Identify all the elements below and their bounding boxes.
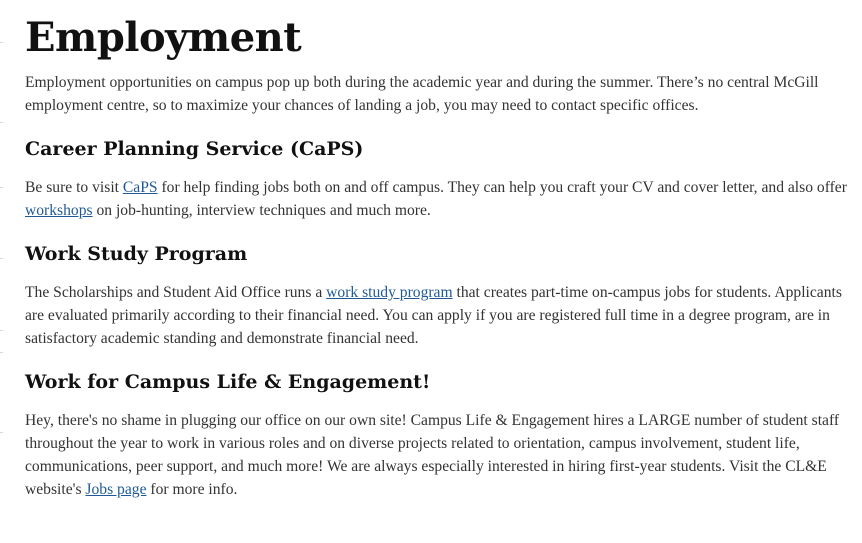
caps-text-2: for help finding jobs both on and off campus. They can help you craft your CV and cover letter, and also offer xyxy=(157,179,847,196)
page-title: Employment xyxy=(25,14,302,61)
cle-heading: Work for Campus Life & Engagement! xyxy=(25,371,431,393)
work-study-heading: Work Study Program xyxy=(25,243,248,265)
section-cle xyxy=(25,369,855,501)
work-study-paragraph xyxy=(25,281,855,350)
work-study-text-1: The Scholarships and Student Aid Office runs a xyxy=(25,284,327,301)
main-content xyxy=(25,0,855,501)
cle-text-2: for more info. xyxy=(146,481,238,498)
caps-text-3: on job-hunting, interview techniques and much more. xyxy=(92,202,431,219)
section-caps xyxy=(25,136,855,222)
cle-text-1: Hey, there's no shame in plugging our office on our own site! Campus Life & Engagement hires a LARGE number of student staff throughout the year to work in various roles and on diverse projects related to orientation, campus involvement, student life, communications, peer support, and much more! We are always especially interested in hiring first-year students. Visit the CL&E website's xyxy=(25,412,840,498)
left-edge-marks xyxy=(0,0,4,543)
cle-paragraph xyxy=(25,409,855,501)
caps-paragraph xyxy=(25,176,855,222)
caps-link[interactable]: CaPS xyxy=(122,179,158,196)
jobs-page-link[interactable]: Jobs page xyxy=(85,481,147,498)
intro-paragraph: Employment opportunities on campus pop up both during the academic year and during the summer. There’s no central McGill employment centre, so to maximize your chances of landing a job, you may need to contact specific offices. xyxy=(25,74,819,114)
work-study-text-2: that creates part-time on-campus jobs for students. Applicants are evaluated primarily according to their financial need. You can apply if you are registered full time in a degree program, are in satisfactory academic standing and demonstrate financial need. xyxy=(25,284,842,347)
section-work-study xyxy=(25,241,855,350)
caps-text-1: Be sure to visit xyxy=(25,179,123,196)
workshops-link[interactable]: workshops xyxy=(25,202,93,219)
caps-heading: Career Planning Service (CaPS) xyxy=(25,138,364,160)
work-study-program-link[interactable]: work study program xyxy=(326,284,453,301)
